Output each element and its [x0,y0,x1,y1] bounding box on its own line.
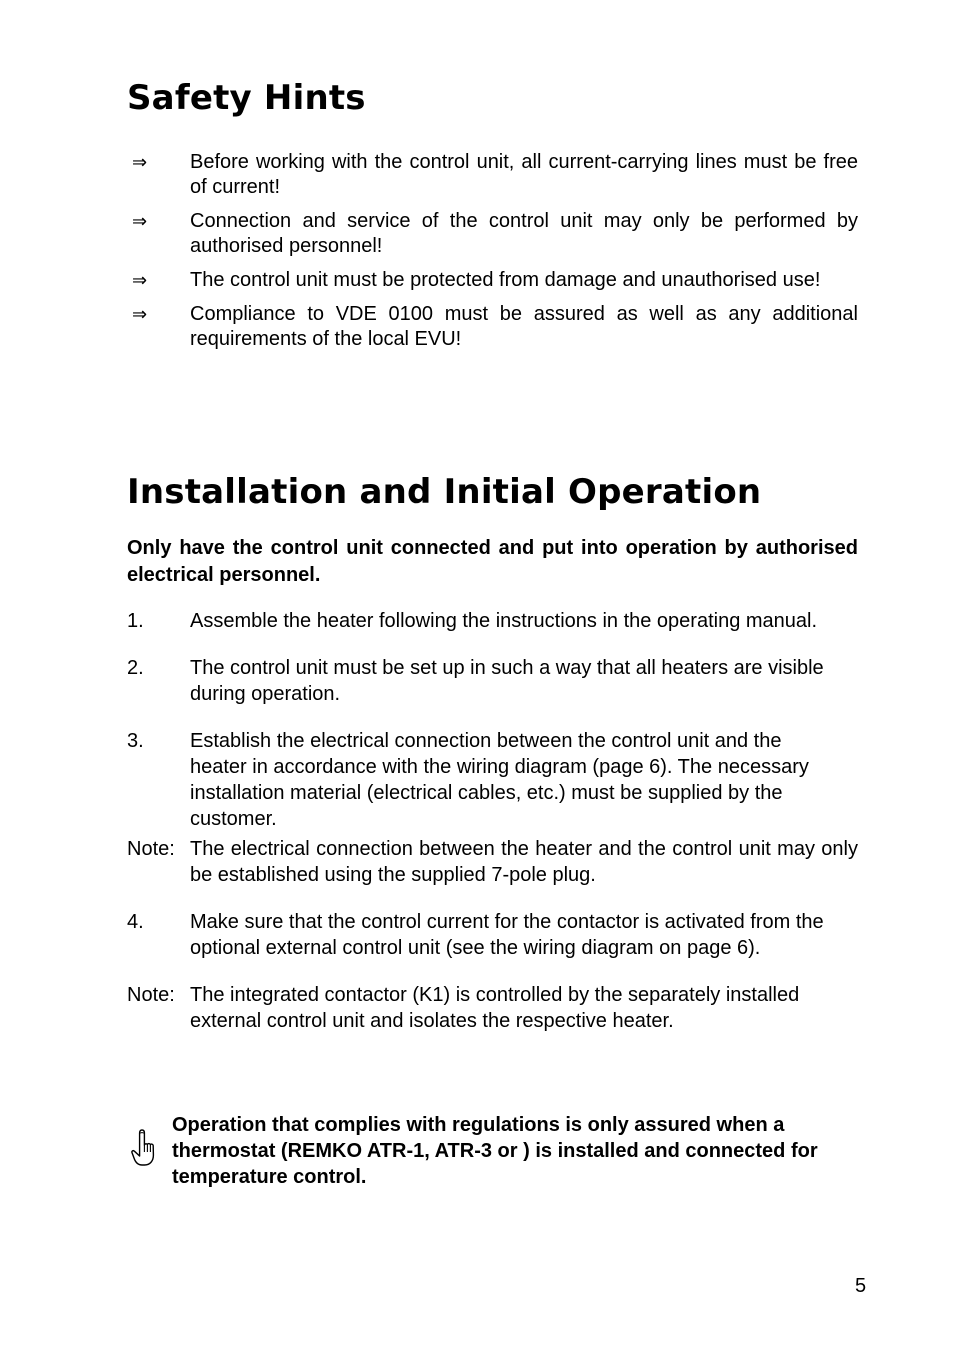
safety-hint-text: Connection and service of the control unit may only be performed by authorised personnel! [190,210,858,257]
double-arrow-icon: ⇒ [132,304,148,325]
safety-hints-heading: Safety Hints [127,78,366,118]
installation-steps [127,608,858,1034]
safety-hint-text: Compliance to VDE 0100 must be assured as well as any additional requirements of the local EVU! [190,303,858,350]
note-item [127,982,858,1034]
step-number: 3. [127,730,144,752]
list-item [127,150,858,200]
pointing-hand-icon [129,1128,157,1168]
step-number: 4. [127,911,144,933]
step-text: Make sure that the control current for the contactor is activated from the optional external control unit (see the wiring diagram on page 6). [190,911,824,959]
note-label: Note: [127,838,175,860]
installation-intro: Only have the control unit connected and put into operation by authorised electrical personnel. [127,537,858,586]
double-arrow-icon: ⇒ [132,211,148,232]
note-text: The integrated contactor (K1) is controlled by the separately installed external control unit and isolates the respective heater. [190,984,800,1032]
note-text: The electrical connection between the heater and the control unit may only be established using the supplied 7-pole plug. [190,838,858,886]
note-label: Note: [127,984,175,1006]
double-arrow-icon: ⇒ [132,270,148,291]
step-number: 1. [127,610,144,632]
regulation-hint [127,1112,858,1190]
step-text: Establish the electrical connection between the control unit and the heater in accordance with the wiring diagram (page 6). The necessary installation material (electrical cables, etc.) must be supplied by the customer. [190,730,809,830]
step-item [127,909,858,961]
step-text: The control unit must be set up in such a way that all heaters are visible during operation. [190,657,824,705]
list-item [127,302,858,352]
step-text: Assemble the heater following the instructions in the operating manual. [190,610,818,632]
step-item [127,608,858,634]
list-item [127,209,858,259]
list-item [127,268,858,293]
safety-hint-text: Before working with the control unit, all current-carrying lines must be free of current! [190,151,858,198]
hint-text: Operation that complies with regulations is only assured when a thermostat (REMKO ATR-1, ATR-3 or ) is installed and connected for temperature control. [172,1114,818,1188]
note-item [127,836,858,888]
step-item [127,728,858,832]
page-number: 5 [855,1275,867,1297]
step-number: 2. [127,657,144,679]
installation-heading: Installation and Initial Operation [127,472,762,512]
safety-hints-list [127,150,858,361]
double-arrow-icon: ⇒ [132,152,148,173]
step-item [127,655,858,707]
safety-hint-text: The control unit must be protected from damage and unauthorised use! [190,269,821,291]
